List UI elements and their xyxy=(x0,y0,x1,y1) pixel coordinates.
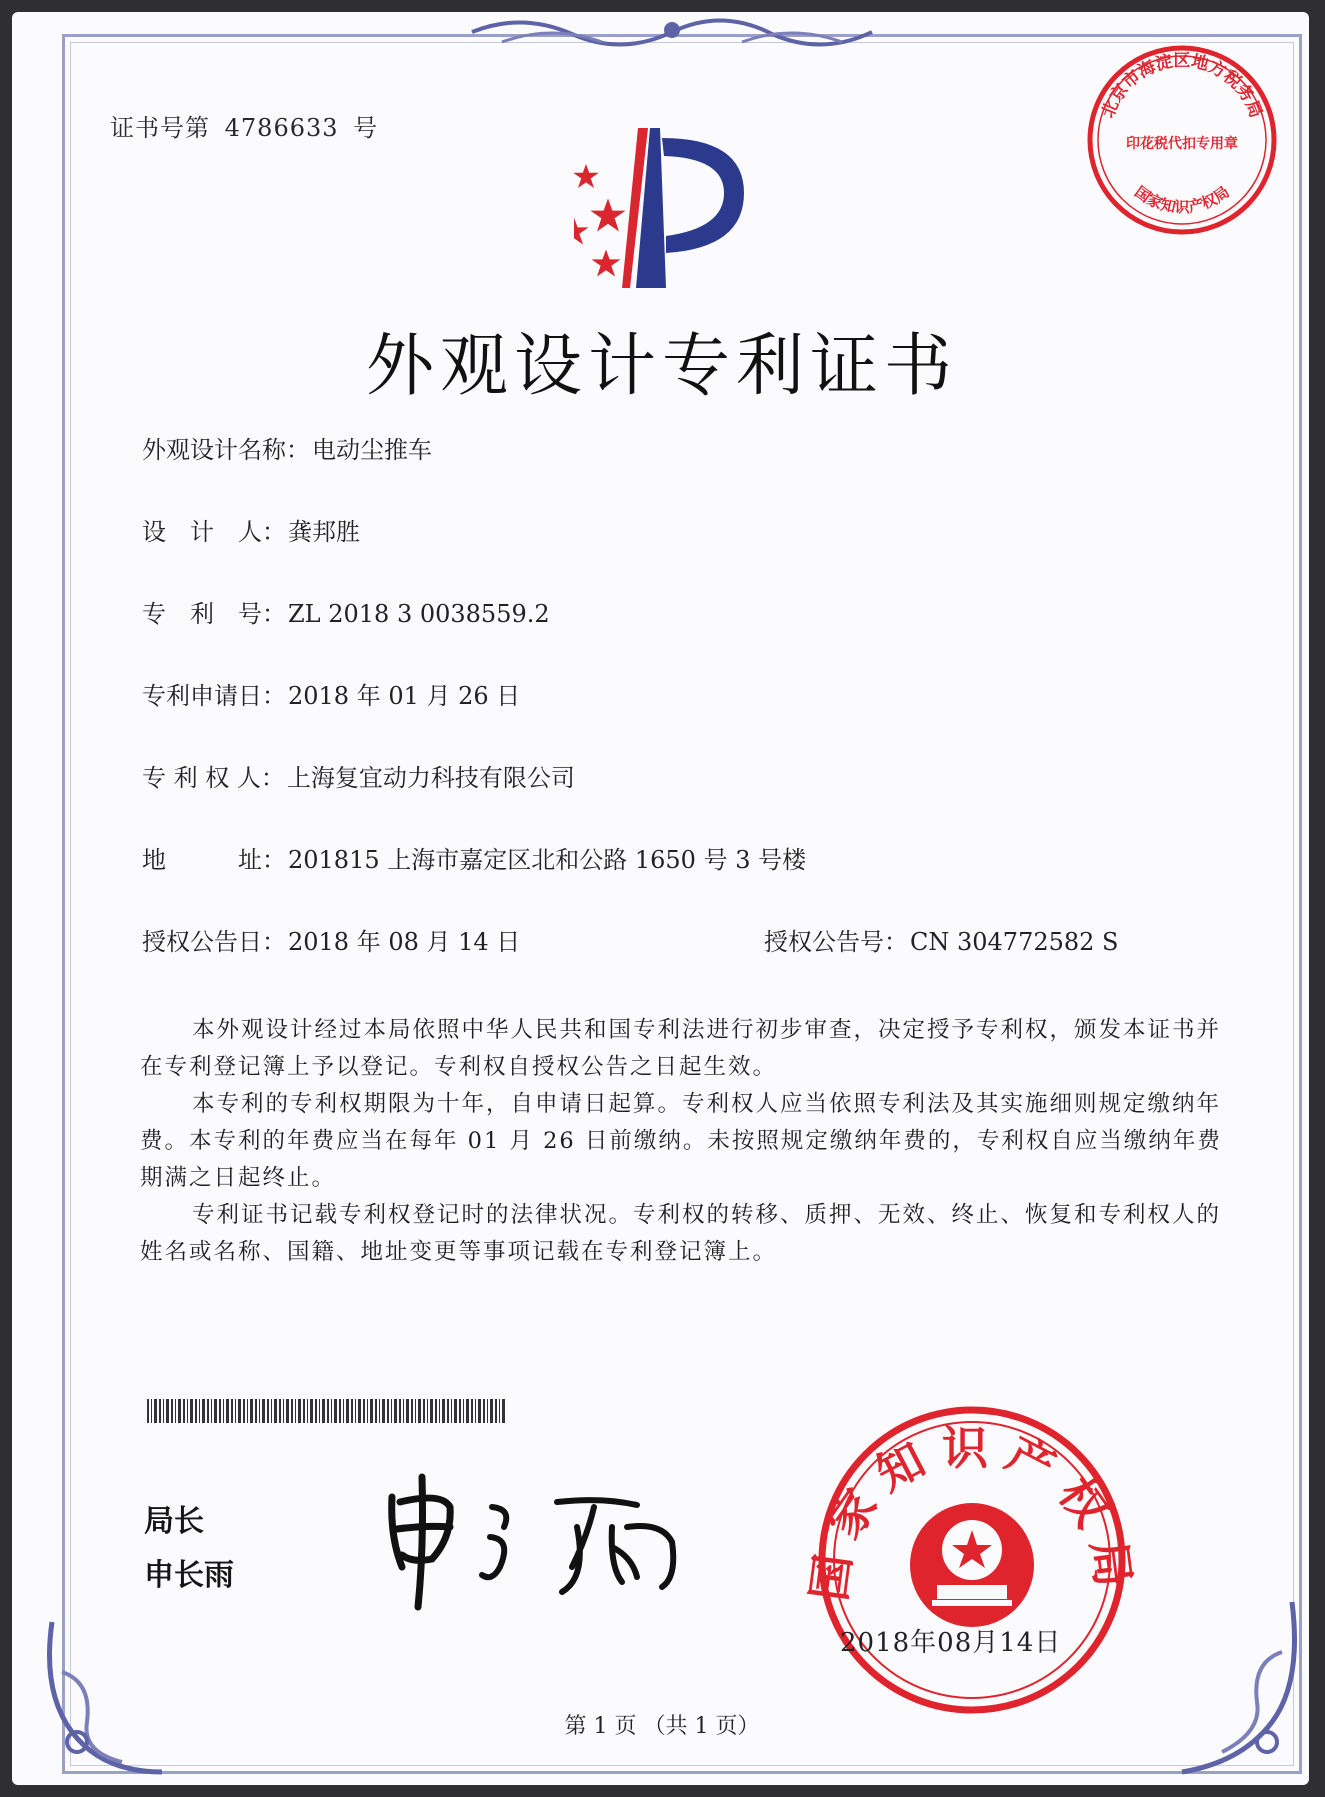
svg-text:北京市海淀区地方税务局 xyxy=(1098,51,1266,121)
design-name-value: 电动尘推车 xyxy=(312,436,432,464)
patentee-label: 专 利 权 人： xyxy=(142,764,285,792)
barcode xyxy=(147,1399,507,1423)
grant-pub-no-field xyxy=(764,922,1119,957)
design-name-field xyxy=(142,430,432,465)
official-seal xyxy=(802,1400,1142,1720)
tax-stamp xyxy=(1082,40,1282,240)
body-paragraph-3: 专利证书记载专利权登记时的法律状况。专利权的转移、质押、无效、终止、恢复和专利权人的姓名或名称、国籍、地址变更等事项记载在专利登记簿上。 xyxy=(140,1202,1222,1265)
certificate-number-suffix: 号 xyxy=(353,114,379,142)
address-value: 201815 上海市嘉定区北和公路 1650 号 3 号楼 xyxy=(288,846,807,874)
director-title: 局长 xyxy=(144,1504,204,1539)
body-paragraph-2: 本专利的专利权期限为十年，自申请日起算。专利权人应当依照专利法及其实施细则规定缴纳年费。本专利的年费应当在每年 01 月 26 日前缴纳。未按照规定缴纳年费的，专利权自应当缴纳年费期满之日起终止。 xyxy=(140,1091,1222,1191)
patentee-value: 上海复宜动力科技有限公司 xyxy=(286,764,575,792)
patent-no-value: ZL 2018 3 0038559.2 xyxy=(288,600,550,628)
page-number: 第 1 页 （共 1 页） xyxy=(564,1714,760,1739)
patentee-field xyxy=(142,758,575,793)
seal-date: 2018年08月14日 xyxy=(840,1628,1062,1658)
stamp-top-right-inner-text: 印花税代扣专用章 xyxy=(1126,136,1238,152)
cnipa-logo-icon xyxy=(574,128,774,298)
certificate-number-label: 证书号第 xyxy=(110,114,210,142)
designer-value: 龚邦胜 xyxy=(288,518,360,546)
patent-no-label: 专 利 号： xyxy=(142,600,286,628)
grant-pub-no-label: 授权公告号： xyxy=(764,928,908,956)
grant-pub-no-value: CN 304772582 S xyxy=(910,928,1119,956)
certificate-paper xyxy=(12,12,1309,1785)
page-title: 外观设计专利证书 xyxy=(365,327,958,406)
application-date-value: 2018 年 01 月 26 日 xyxy=(288,682,521,710)
grant-date-value: 2018 年 08 月 14 日 xyxy=(288,928,521,956)
certificate-body xyxy=(140,1012,1235,1271)
designer-label: 设 计 人： xyxy=(142,518,286,546)
certificate-number xyxy=(110,108,378,143)
top-ornament-icon xyxy=(462,12,882,62)
seal-text: 国家知识产权局 xyxy=(802,1420,1142,1604)
grant-date-field xyxy=(142,922,520,957)
stamp-top-right-bottom-text: 国家知识产权局 xyxy=(1131,182,1233,217)
address-field xyxy=(142,840,806,875)
body-paragraph-1: 本外观设计经过本局依照中华人民共和国专利法进行初步审查，决定授予专利权，颁发本证书并在专利登记簿上予以登记。专利权自授权公告之日起生效。 xyxy=(140,1017,1222,1080)
certificate-number-value: 4786633 xyxy=(224,114,339,142)
design-name-label: 外观设计名称： xyxy=(142,436,310,464)
director-name: 申长雨 xyxy=(144,1558,234,1593)
address-label: 地 址： xyxy=(142,846,286,874)
bottom-right-ornament-icon xyxy=(1162,1592,1309,1782)
designer-field xyxy=(142,512,360,547)
bottom-left-ornament-icon xyxy=(32,1612,182,1782)
grant-date-label: 授权公告日： xyxy=(142,928,286,956)
stamp-top-right-text: 北京市海淀区地方税务局 xyxy=(1098,51,1266,121)
application-date-field xyxy=(142,676,520,711)
director-signature xyxy=(372,1467,692,1617)
svg-text:国家知识产权局 xyxy=(1131,183,1233,217)
patent-no-field xyxy=(142,594,550,629)
application-date-label: 专利申请日： xyxy=(142,682,286,710)
